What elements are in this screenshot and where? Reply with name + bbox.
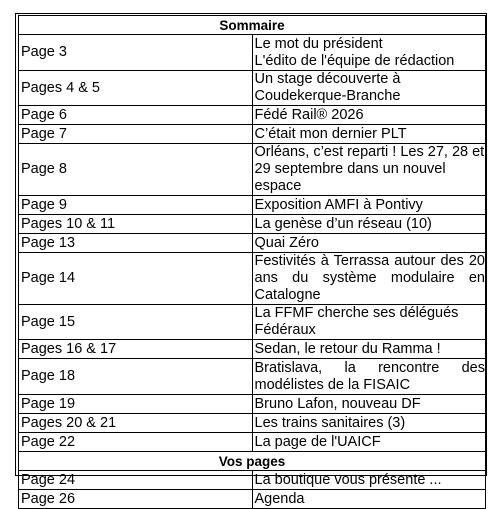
table-row xyxy=(19,414,486,433)
table-row xyxy=(19,395,486,414)
article-title: Sedan, le retour du Ramma ! xyxy=(252,340,486,359)
page-number: Pages 10 & 11 xyxy=(19,215,253,234)
article-title: La page de l'UAICF xyxy=(252,433,486,452)
article-title: Les trains sanitaires (3) xyxy=(252,414,486,433)
article-title: Exposition AMFI à Pontivy xyxy=(252,196,486,215)
page-number: Page 6 xyxy=(19,106,253,125)
table-row xyxy=(19,234,486,253)
table-of-contents xyxy=(18,15,486,509)
article-title-line: Le mot du président xyxy=(254,35,383,52)
table-row xyxy=(19,340,486,359)
article-title: La genèse d’un réseau (10) xyxy=(252,215,486,234)
section-header-row xyxy=(19,452,486,471)
table-row xyxy=(19,253,486,305)
table-row xyxy=(19,196,486,215)
page-number: Page 9 xyxy=(19,196,253,215)
section-title-vos-pages: Vos pages xyxy=(19,452,486,471)
table-row xyxy=(19,305,486,340)
page-number: Pages 20 & 21 xyxy=(19,414,253,433)
table-row xyxy=(19,433,486,452)
article-title: Un stage découverte à Coudekerque-Branche xyxy=(252,71,486,106)
page-number: Page 13 xyxy=(19,234,253,253)
table-row xyxy=(19,106,486,125)
article-title: La boutique vous présente ... xyxy=(252,471,486,490)
page-number: Pages 16 & 17 xyxy=(19,340,253,359)
page-number: Page 24 xyxy=(19,471,253,490)
page-number: Page 19 xyxy=(19,395,253,414)
section-header-row xyxy=(19,16,486,35)
article-title: Festivités à Terrassa autour des 20 ans du système modulaire en Catalogne xyxy=(252,253,486,305)
page-number: Page 26 xyxy=(19,490,253,509)
table-row xyxy=(19,125,486,144)
page-number: Page 22 xyxy=(19,433,253,452)
table-row xyxy=(19,471,486,490)
table-row xyxy=(19,71,486,106)
table-row xyxy=(19,35,486,71)
page-number: Page 18 xyxy=(19,359,253,395)
article-title: C’était mon dernier PLT xyxy=(252,125,486,144)
article-title: Orléans, c’est reparti ! Les 27, 28 et 29 septembre dans un nouvel espace xyxy=(252,144,486,196)
page-number: Page 7 xyxy=(19,125,253,144)
page-number: Page 3 xyxy=(19,35,253,71)
table-row xyxy=(19,144,486,196)
article-title: La FFMF cherche ses délégués Fédéraux xyxy=(252,305,486,340)
article-title: Bratislava, la rencontre des modélistes de la FISAIC xyxy=(252,359,486,395)
article-title: Fédé Rail® 2026 xyxy=(252,106,486,125)
page-number: Page 15 xyxy=(19,305,253,340)
page-number: Page 14 xyxy=(19,253,253,305)
article-title: Quai Zéro xyxy=(252,234,486,253)
page-number: Page 8 xyxy=(19,144,253,196)
table-row xyxy=(19,490,486,509)
article-title: Bruno Lafon, nouveau DF xyxy=(252,395,486,414)
toc-body xyxy=(19,16,486,509)
article-title-line: L'édito de l'équipe de rédaction xyxy=(254,52,455,69)
page-number: Pages 4 & 5 xyxy=(19,71,253,106)
section-title-sommaire: Sommaire xyxy=(19,16,486,35)
table-row xyxy=(19,215,486,234)
article-title: Agenda xyxy=(252,490,486,509)
table-row xyxy=(19,359,486,395)
article-title xyxy=(252,35,486,71)
